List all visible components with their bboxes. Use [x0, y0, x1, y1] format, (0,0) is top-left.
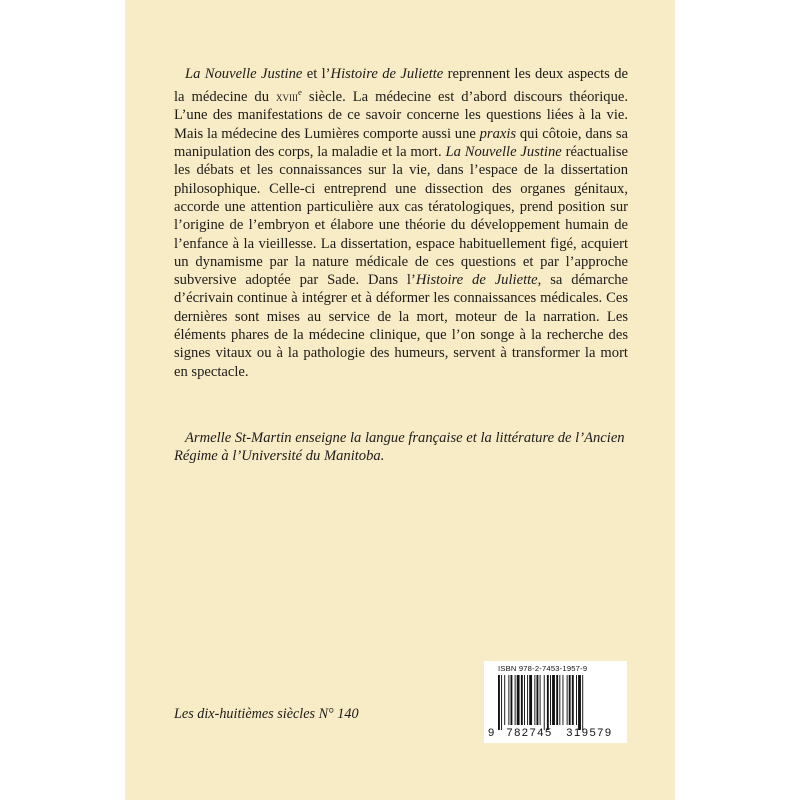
barcode-digit-first: 9 — [488, 727, 496, 739]
barcode-bar — [540, 675, 541, 725]
barcode-bar — [529, 675, 532, 725]
isbn-barcode — [484, 661, 627, 743]
blurb-italic-segment: Histoire de Juliette — [330, 66, 444, 82]
barcode-bar — [582, 675, 583, 730]
barcode-bar — [510, 675, 512, 725]
blurb-italic-segment: La Nouvelle Justine — [445, 144, 562, 161]
blurb-text-segment: réactualise les débats et les connaissances sur la vie, dans l’espace de la dissertation philosophique. Celle-ci entreprend une dissection des organes génitaux, accorde une attention particulière aux cas tératologiques, prend position sur l’origine de l’embryon et élabore une théorie du développement humain de l’enfance à la vieillesse. La dissertation, espace habituellement figé, acquiert un dynamisme par la nature médicale de ces questions et par l’approche subversive adoptée par Sade. Dans l’ — [174, 144, 628, 289]
barcode-bar — [515, 675, 516, 725]
barcode-bar — [536, 675, 538, 725]
blurb-italic-segment: Histoire de Juliette — [415, 272, 538, 289]
blurb-text-segment: et l’ — [302, 66, 331, 82]
barcode-bar — [521, 675, 523, 725]
barcode-bar — [550, 675, 551, 725]
barcode-bar — [572, 675, 574, 725]
barcode-bar — [562, 675, 563, 725]
barcode-bar — [578, 675, 581, 730]
blurb-text-segment: siècle. La médecine est d’abord discours théorique. L’une des manifestations de ce savoir concerne les questions liées à la vie. Mais la médecine des Lumières comporte aussi une — [174, 89, 628, 142]
barcode-bar — [498, 675, 500, 730]
barcode-digits — [488, 727, 625, 739]
barcode-bar — [501, 675, 502, 730]
barcode-digits-right: 319579 — [566, 727, 613, 739]
series-line: Les dix-huitièmes siècles N° 140 — [174, 706, 359, 722]
barcode-bar — [559, 675, 560, 725]
blurb-text-segment: reprennent les deux aspects de la médecine du — [174, 66, 629, 106]
barcode-bar — [504, 675, 505, 725]
barcode-bar — [556, 675, 558, 725]
blurb-italic-segment: praxis — [479, 125, 517, 142]
blurb-text-segment: e — [298, 87, 302, 98]
barcode-bar — [547, 675, 549, 730]
barcode-bar — [567, 675, 568, 725]
blurb-text-segment: xviii — [276, 89, 299, 105]
barcode-bar — [552, 675, 555, 725]
blurb-paragraph — [174, 65, 628, 381]
barcode-bar — [576, 675, 577, 725]
barcode-bars-icon — [498, 675, 613, 730]
isbn-label: ISBN 978-2-7453-1957-9 — [498, 664, 588, 673]
blurb-text-segment: , sa démarche d’écrivain continue à intégrer et à déformer les connaissances médicales. Ces dernières sont mises au service de la mort, moteur de la narration. Les éléments phares de la médecine clinique, que l’on songe à la recherche des signes vitaux ou à la pathologie des humeurs, servent à transformer la mort en spectacle. — [174, 272, 628, 380]
barcode-digits-left: 782745 — [506, 727, 553, 739]
barcode-bar — [527, 675, 528, 725]
barcode-bar — [524, 675, 525, 725]
barcode-bar — [534, 675, 535, 725]
author-note: Armelle St-Martin enseigne la langue française et la littérature de l’Ancien Régime à l’Université du Manitoba. — [174, 430, 625, 465]
barcode-bar — [569, 675, 571, 725]
blurb-text-segment: qui côtoie, dans sa manipulation des corps, la maladie et la mort. — [174, 125, 628, 161]
barcode-bar — [544, 675, 545, 730]
barcode-bar — [508, 675, 509, 725]
blurb-italic-segment: La Nouvelle Justine — [185, 66, 303, 82]
barcode-bar — [517, 675, 520, 725]
